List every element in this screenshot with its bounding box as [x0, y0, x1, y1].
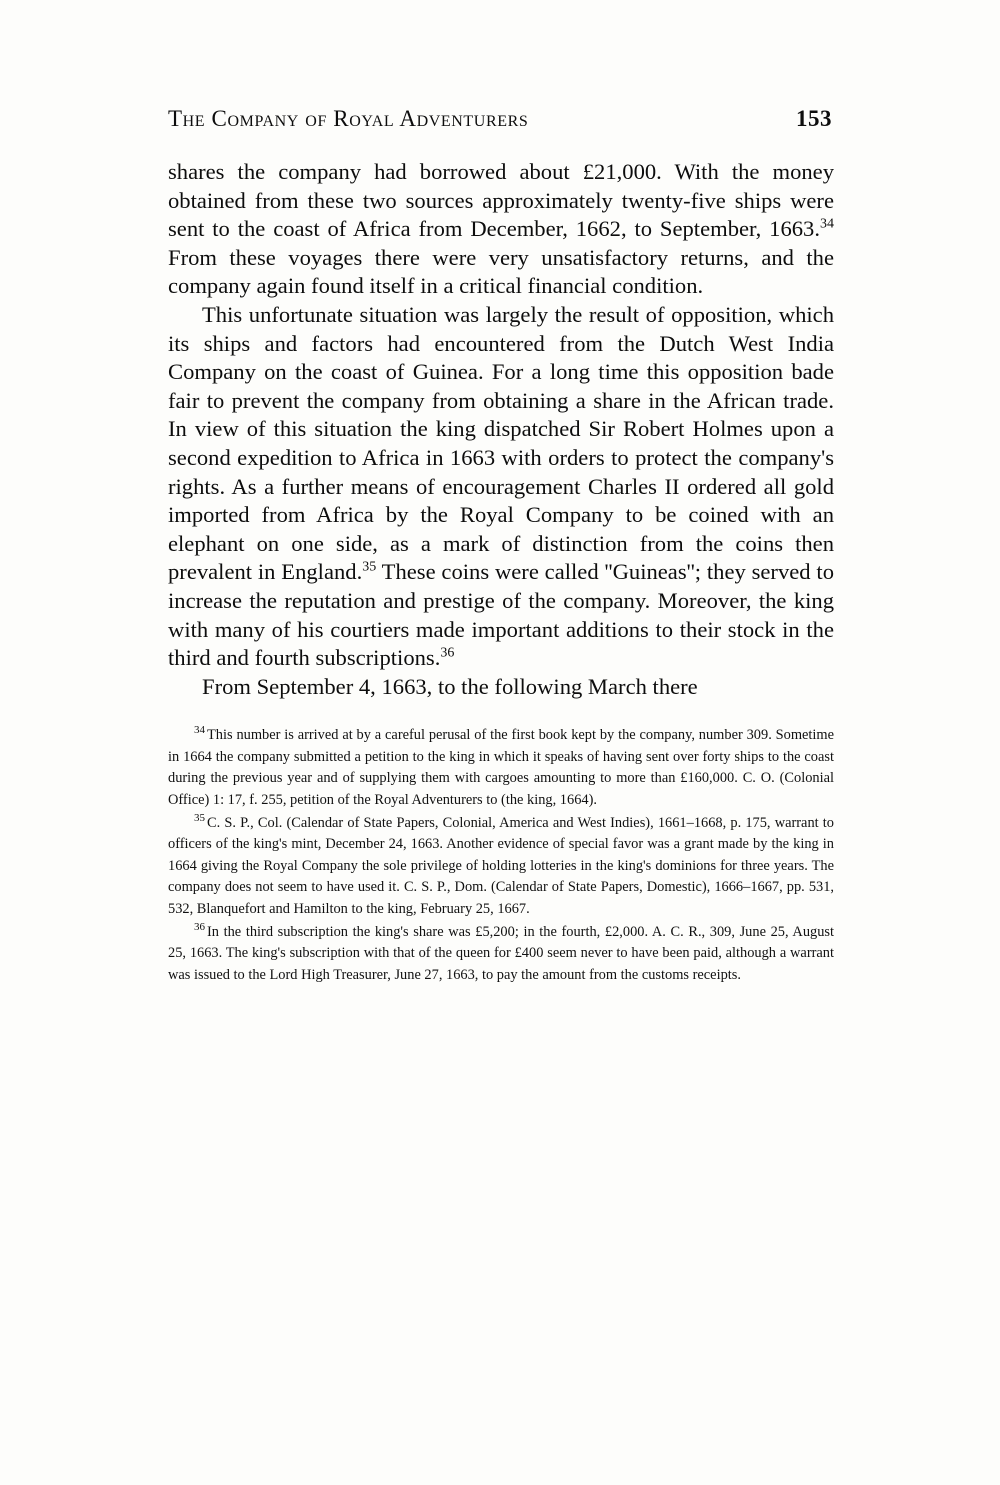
page-number: 153: [796, 106, 832, 131]
footnote-reference[interactable]: 35: [362, 559, 377, 575]
footnote: [168, 725, 834, 811]
footnote: [168, 922, 834, 987]
footnotes: [168, 725, 834, 987]
body-paragraph: [168, 301, 834, 673]
body-text-run: This unfortunate situation was largely the result of opposition, which its ships and factors had encountered from the Dutch West India Company on the coast of Guinea. For a long time this opposition bade fair to prevent the company from obtaining a share in the African trade. In view of this situation the king dispatched Sir Robert Holmes upon a second expedition to Africa in 1663 with orders to protect the company's rights. As a further means of encouragement Charles II ordered all gold imported from Africa by the Royal Company to be coined with an elephant on one side, as a mark of distinction from the coins then prevalent in England.: [168, 301, 834, 585]
body-text-run: From September 4, 1663, to the following March there: [202, 673, 698, 699]
body-paragraph: [168, 673, 834, 702]
footnote-reference[interactable]: 34: [820, 216, 834, 232]
running-title: The Company of Royal Adventurers: [168, 106, 529, 131]
body-text-run: From these voyages there were very unsatisfactory returns, and the company again found itself in a critical financial condition.: [168, 244, 834, 299]
footnote-marker: 36: [194, 920, 205, 933]
footnote-text: C. S. P., Col. (Calendar of State Papers, Colonial, America and West Indies), 1661–1668, p. 175, warrant to officers of the king's mint, December 24, 1663. Another evidence of special favor was a grant made by the king in 1664 giving the Royal Company the sole privilege of holding lotteries in the king's dominions for three years. The company does not seem to have used it. C. S. P., Dom. (Calendar of State Papers, Domestic), 1666–1667, pp. 531, 532, Blanquefort and Hamilton to the king, February 25, 1667.: [168, 814, 834, 918]
footnote-text: In the third subscription the king's share was £5,200; in the fourth, £2,000. A. C. R., 309, June 25, August 25, 1663. The king's subscription with that of the queen for £400 seem never to have been paid, although a warrant was issued to the Lord High Treasurer, June 27, 1663, to pay the amount from the customs receipts.: [168, 923, 834, 983]
footnote-text: This number is arrived at by a careful perusal of the first book kept by the company, number 309. Sometime in 1664 the company submitted a petition to the king in which it speaks of having sent over forty ships to the coast during the previous year and of supplying them with cargoes amounting to more than £160,000. C. O. (Colonial Office) 1: 17, f. 255, petition of the Royal Adventurers to (the king, 1664).: [168, 727, 834, 809]
body-text-run: These coins were called ''Guineas''; they served to increase the reputation and prestige of the company. Moreover, the king with many of his courtiers made important additions to their stock in the third and fourth subscriptions.: [168, 559, 834, 671]
footnote-marker: 34: [194, 724, 205, 737]
footnote: [168, 813, 834, 921]
body-text: [168, 158, 834, 701]
footnote-marker: 35: [194, 811, 205, 824]
body-text-run: shares the company had borrowed about £21,000. With the money obtained from these two sources approximately twenty-five ships were sent to the coast of Africa from December, 1662, to September, 1663.: [168, 159, 834, 242]
page-header: [168, 106, 832, 138]
body-paragraph: [168, 158, 834, 301]
footnote-reference[interactable]: 36: [440, 645, 455, 661]
